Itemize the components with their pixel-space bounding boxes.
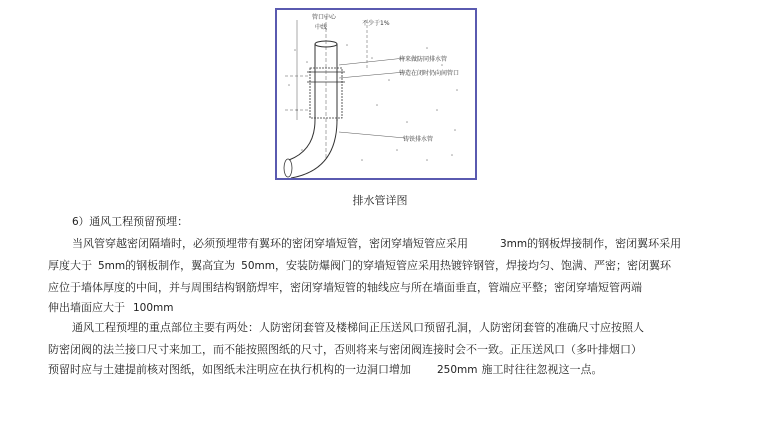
para2-value-250mm: 250mm <box>437 364 478 376</box>
para1-line1 <box>72 237 681 251</box>
para2-line2: 防密闭阀的法兰接口尺寸来加工，而不能按照图纸的尺寸，否则将来与密闭阀连接时会不一致。正压送风口（多叶排烟口） <box>48 343 642 356</box>
para1-line4 <box>48 301 174 315</box>
para1-value-3mm: 3mm <box>500 238 528 250</box>
para1-text: 当风管穿越密闭隔墙时，必须预埋带有翼环的密闭穿墙短管，密闭穿墙短管应采用 <box>72 237 468 250</box>
drainage-pipe-figure <box>275 8 477 180</box>
figure-caption: 排水管详图 <box>352 194 408 207</box>
para1-text: 伸出墙面应大于 <box>48 301 125 314</box>
figure-label-min-slope: 不少于1% <box>362 20 390 27</box>
para2-text: 施工时往往忽视这一点。 <box>481 363 603 376</box>
drainage-pipe-drawing <box>277 10 475 178</box>
para1-text: ，安装防爆阀门的穿墙短管应采用热镀锌钢管，焊接均匀、饱满、严密；密闭翼环 <box>274 259 671 272</box>
para1-value-100mm: 100mm <box>133 302 174 314</box>
para1-text: 的钢板制作，翼高宜为 <box>125 259 236 272</box>
section-heading <box>72 215 188 229</box>
para2-line1: 通风工程预埋的重点部位主要有两处：人防密闭套管及楼梯间正压送风口预留孔洞，人防密闭套管的准确尺寸应按照人 <box>72 321 644 334</box>
figure-label-pipe: 铸铁排水管 <box>403 136 434 143</box>
figure-label-opening: 铸造在闭时仍向间管口 <box>399 70 460 77</box>
figure-label-center: 管口中心 <box>312 14 337 21</box>
section-title: 通风工程预留预埋： <box>89 215 189 228</box>
para1-line3: 应位于墙体厚度的中间，并与周围结构钢筋焊牢，密闭穿墙短管的轴线应与所在墙面垂直，管端应平整；密闭穿墙短管两端 <box>48 281 642 294</box>
para1-text: 厚度大于 <box>48 259 92 272</box>
section-number: 6） <box>72 216 90 228</box>
figure-label-sleeve: 将来做防同排水管 <box>399 56 448 63</box>
para1-line2 <box>48 259 671 273</box>
para1-value-50mm: 50mm <box>241 260 275 272</box>
figure-label-center-line: 中线 <box>315 24 328 31</box>
para1-text: 的钢板焊接制作，密闭翼环采用 <box>527 237 682 250</box>
para2-text: 预留时应与土建提前核对图纸，如图纸未注明应在执行机构的一边洞口增加 <box>48 363 411 376</box>
para1-value-5mm: 5mm <box>98 260 126 272</box>
para2-line3 <box>48 363 603 377</box>
